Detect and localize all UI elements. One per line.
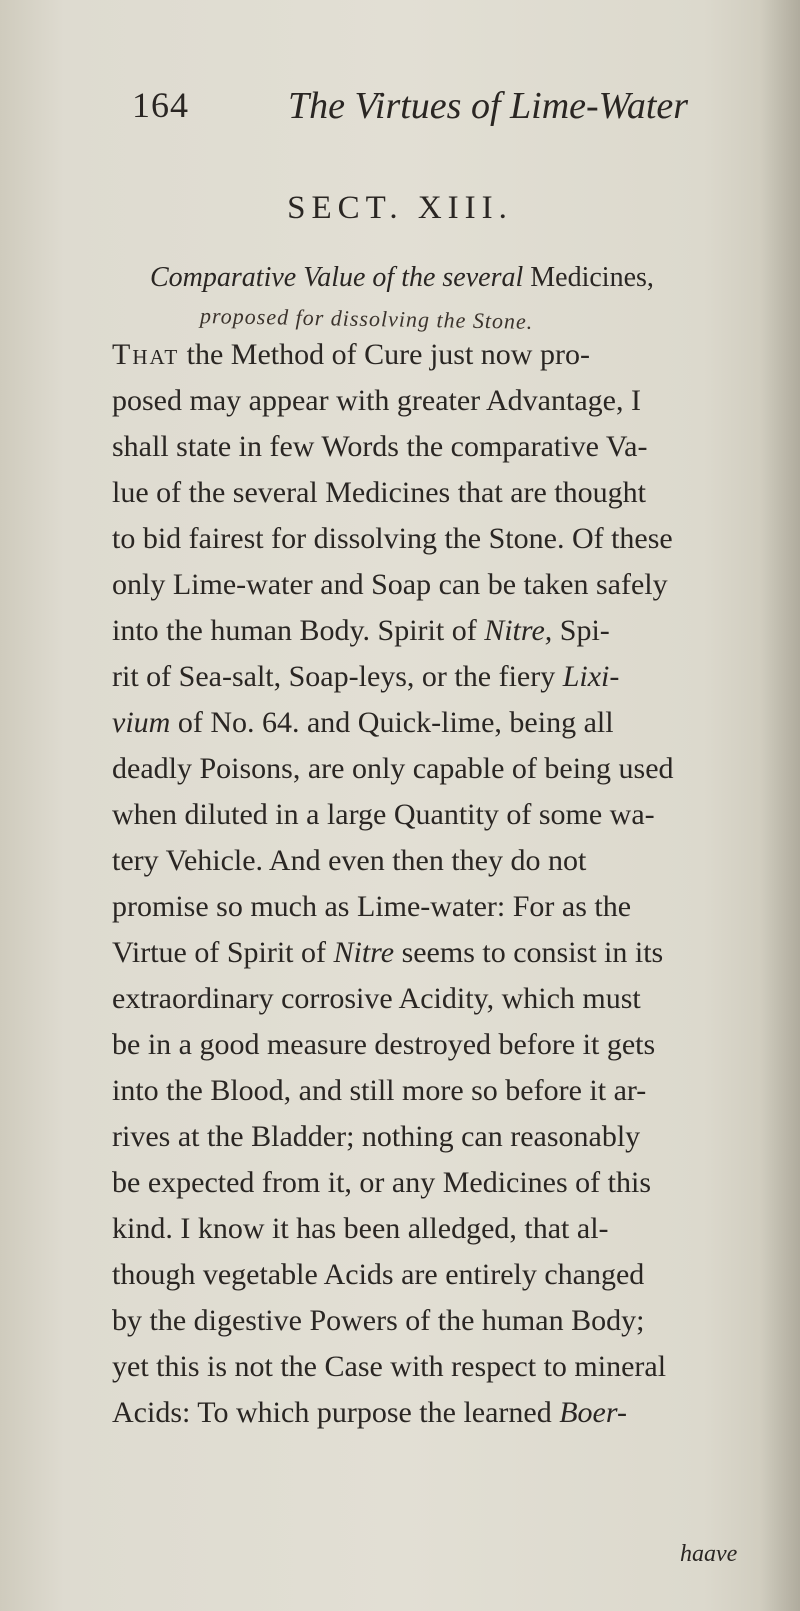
text-line xyxy=(112,1074,762,1120)
text-segment: deadly Poisons, are only capable of being used xyxy=(112,752,674,785)
text-segment-italic: Nitre, xyxy=(484,614,553,647)
text-segment: though vegetable Acids are entirely changed xyxy=(112,1258,645,1291)
text-segment: by the digestive Powers of the human Body; xyxy=(112,1304,645,1337)
text-line xyxy=(112,1166,762,1212)
text-segment: be in a good measure destroyed before it gets xyxy=(112,1028,656,1061)
section-title xyxy=(150,262,654,294)
text-line xyxy=(112,890,762,936)
text-segment: rit of Sea-salt, Soap-leys, or the fiery xyxy=(112,660,563,693)
text-segment-italic: Nitre xyxy=(333,936,395,969)
text-segment: only Lime-water and Soap can be taken safely xyxy=(112,568,668,601)
text-segment: extraordinary corrosive Acidity, which must xyxy=(112,982,641,1015)
text-segment: when diluted in a large Quantity of some wa- xyxy=(112,798,655,831)
text-line xyxy=(112,430,762,476)
text-line xyxy=(112,476,762,522)
handwritten-annotation: proposed for dissolving the Stone. xyxy=(199,303,534,334)
text-segment: posed may appear with greater Advantage, I xyxy=(112,384,641,417)
text-segment-drop-word: That xyxy=(112,338,180,371)
text-line xyxy=(112,338,762,384)
text-segment: Spi- xyxy=(552,614,610,647)
text-line xyxy=(112,844,762,890)
text-segment-italic: Boer- xyxy=(559,1396,627,1429)
text-line xyxy=(112,1350,762,1396)
text-segment-italic: vium xyxy=(112,706,171,739)
text-line xyxy=(112,1120,762,1166)
text-line xyxy=(112,660,762,706)
text-segment: rives at the Bladder; nothing can reasonably xyxy=(112,1120,641,1153)
text-segment: kind. I know it has been alledged, that al- xyxy=(112,1212,609,1245)
page-number: 164 xyxy=(132,85,189,125)
text-segment: be expected from it, or any Medicines of this xyxy=(112,1166,652,1199)
text-segment: lue of the several Medicines that are thought xyxy=(112,476,646,509)
text-segment: seems to consist in its xyxy=(394,936,664,969)
text-line xyxy=(112,384,762,430)
text-segment: to bid fairest for dissolving the Stone. Of these xyxy=(112,522,673,555)
text-line xyxy=(112,614,762,660)
section-label: SECT. XIII. xyxy=(287,190,513,226)
text-line xyxy=(112,1028,762,1074)
text-line xyxy=(112,1258,762,1304)
text-line xyxy=(112,982,762,1028)
text-segment: shall state in few Words the comparative Va- xyxy=(112,430,648,463)
text-segment: the Method of Cure just now pro- xyxy=(186,338,590,371)
text-line xyxy=(112,752,762,798)
text-line xyxy=(112,1304,762,1350)
text-segment: into the human Body. Spirit of xyxy=(112,614,485,647)
text-segment: into the Blood, and still more so before it ar- xyxy=(112,1074,647,1107)
section-title-italic: Comparative Value of the several xyxy=(150,262,524,293)
text-line xyxy=(112,1396,762,1442)
text-segment: of No. 64. and Quick-lime, being all xyxy=(170,706,614,739)
text-segment: Virtue of Spirit of xyxy=(112,936,334,969)
text-line xyxy=(112,522,762,568)
section-title-roman: Medicines, xyxy=(530,262,654,293)
text-line xyxy=(112,1212,762,1258)
text-segment-italic: Lixi- xyxy=(562,660,620,693)
text-line xyxy=(112,568,762,614)
catchword: haave xyxy=(680,1541,738,1567)
text-segment: tery Vehicle. And even then they do not xyxy=(112,844,587,877)
running-head xyxy=(132,78,732,138)
text-segment: yet this is not the Case with respect to mineral xyxy=(112,1350,667,1383)
text-line xyxy=(112,706,762,752)
text-line xyxy=(112,798,762,844)
text-segment: promise so much as Lime-water: For as the xyxy=(112,890,632,923)
text-line xyxy=(112,936,762,982)
running-title: The Virtues of Lime-Water xyxy=(288,85,689,127)
text-segment: Acids: To which purpose the learned xyxy=(112,1396,560,1429)
